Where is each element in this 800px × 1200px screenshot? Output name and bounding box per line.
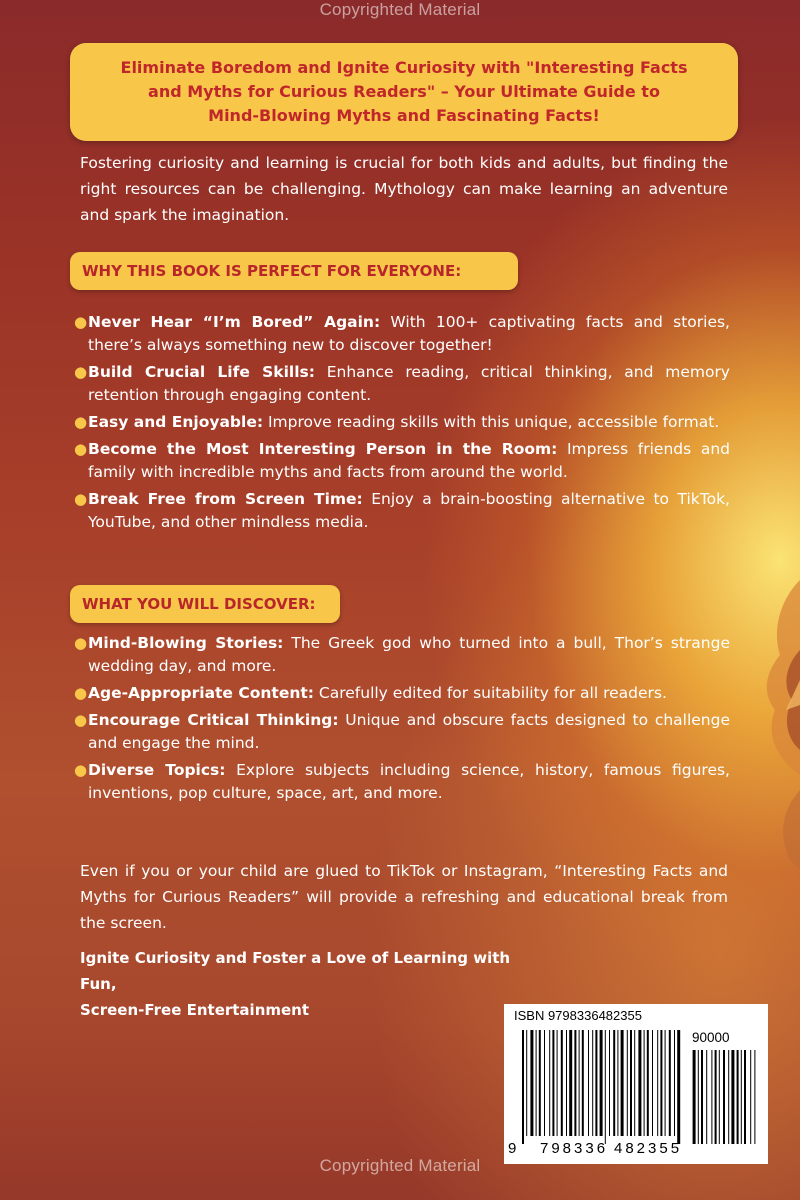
intro-paragraph: Fostering curiosity and learning is crucial for both kids and adults, but finding the right resources can be challenging. Mythology can make learning an adventure and spark the imagination. bbox=[80, 154, 728, 224]
list-item bbox=[72, 632, 730, 678]
item-heading: Age-Appropriate Content: bbox=[88, 684, 314, 702]
headline-line-3: Mind-Blowing Myths and Fascinating Facts! bbox=[208, 106, 600, 125]
list-item bbox=[72, 438, 730, 484]
item-heading: Diverse Topics: bbox=[88, 761, 226, 779]
list-item bbox=[72, 361, 730, 407]
why-list bbox=[72, 311, 730, 538]
isbn-label: ISBN 9798336482355 bbox=[514, 1008, 642, 1023]
item-heading: Break Free from Screen Time: bbox=[88, 490, 363, 508]
item-heading: Encourage Critical Thinking: bbox=[88, 711, 339, 729]
list-item bbox=[72, 682, 730, 705]
copyright-watermark-bottom: Copyrighted Material bbox=[319, 1156, 481, 1175]
barcode-digit-lead: 9 bbox=[508, 1140, 517, 1157]
bullet-icon: ● bbox=[74, 761, 88, 779]
item-text: Impress friends and family with incredible myths and facts from around the world. bbox=[88, 440, 730, 481]
item-text: Enhance reading, critical thinking, and memory retention through engaging content. bbox=[88, 363, 730, 404]
item-text: Enjoy a brain-boosting alternative to TikTok, YouTube, and other mindless media. bbox=[88, 490, 730, 531]
item-text: Unique and obscure facts designed to challenge and engage the mind. bbox=[88, 711, 731, 752]
bullet-icon: ● bbox=[74, 634, 88, 652]
item-heading: Build Crucial Life Skills: bbox=[88, 363, 315, 381]
tagline bbox=[80, 945, 520, 1023]
headline-line-2: and Myths for Curious Readers" – Your Ultimate Guide to bbox=[148, 82, 660, 101]
bullet-icon: ● bbox=[74, 490, 88, 508]
item-text: Explore subjects including science, history, famous figures, inventions, pop culture, space, art, and more. bbox=[88, 761, 730, 802]
bullet-icon: ● bbox=[74, 313, 88, 331]
barcode-digits-group1: 798336 bbox=[540, 1140, 609, 1157]
closing-paragraph: Even if you or your child are glued to TikTok or Instagram, “Interesting Facts and Myths for Curious Readers” will provide a refreshing and educational break from the screen. bbox=[80, 862, 728, 932]
list-item bbox=[72, 759, 730, 805]
item-heading: Become the Most Interesting Person in the Room: bbox=[88, 440, 558, 458]
item-heading: Never Hear “I’m Bored” Again: bbox=[88, 313, 381, 331]
item-text: With 100+ captivating facts and stories, there’s always something new to discover together! bbox=[88, 313, 730, 354]
item-text: Carefully edited for suitability for all readers. bbox=[313, 684, 667, 702]
headline-banner bbox=[70, 43, 738, 141]
list-item bbox=[72, 709, 730, 755]
tagline-line-2: Screen-Free Entertainment bbox=[80, 1001, 310, 1019]
item-heading: Mind-Blowing Stories: bbox=[88, 634, 284, 652]
dragon-illustration bbox=[720, 560, 800, 880]
item-text: Improve reading skills with this unique, accessible format. bbox=[263, 413, 720, 431]
isbn-barcode bbox=[504, 1004, 768, 1164]
list-item bbox=[72, 311, 730, 357]
price-code: 90000 bbox=[692, 1030, 730, 1045]
item-heading: Easy and Enjoyable: bbox=[88, 413, 264, 431]
headline-line-1: Eliminate Boredom and Ignite Curiosity with "Interesting Facts bbox=[120, 58, 688, 77]
bullet-icon: ● bbox=[74, 440, 88, 458]
section-label-why: WHY THIS BOOK IS PERFECT FOR EVERYONE: bbox=[70, 252, 518, 290]
barcode-digits-group2: 482355 bbox=[614, 1140, 683, 1157]
bullet-icon: ● bbox=[74, 413, 88, 431]
bullet-icon: ● bbox=[74, 711, 88, 729]
headline-text bbox=[121, 56, 688, 128]
list-item bbox=[72, 411, 730, 434]
tagline-line-1: Ignite Curiosity and Foster a Love of Learning with Fun, bbox=[80, 949, 511, 993]
bullet-icon: ● bbox=[74, 363, 88, 381]
discover-list bbox=[72, 632, 730, 809]
section-label-discover: WHAT YOU WILL DISCOVER: bbox=[70, 585, 340, 623]
copyright-watermark-top: Copyrighted Material bbox=[319, 0, 481, 19]
item-text: The Greek god who turned into a bull, Thor’s strange wedding day, and more. bbox=[88, 634, 730, 675]
list-item bbox=[72, 488, 730, 534]
bullet-icon: ● bbox=[74, 684, 88, 702]
